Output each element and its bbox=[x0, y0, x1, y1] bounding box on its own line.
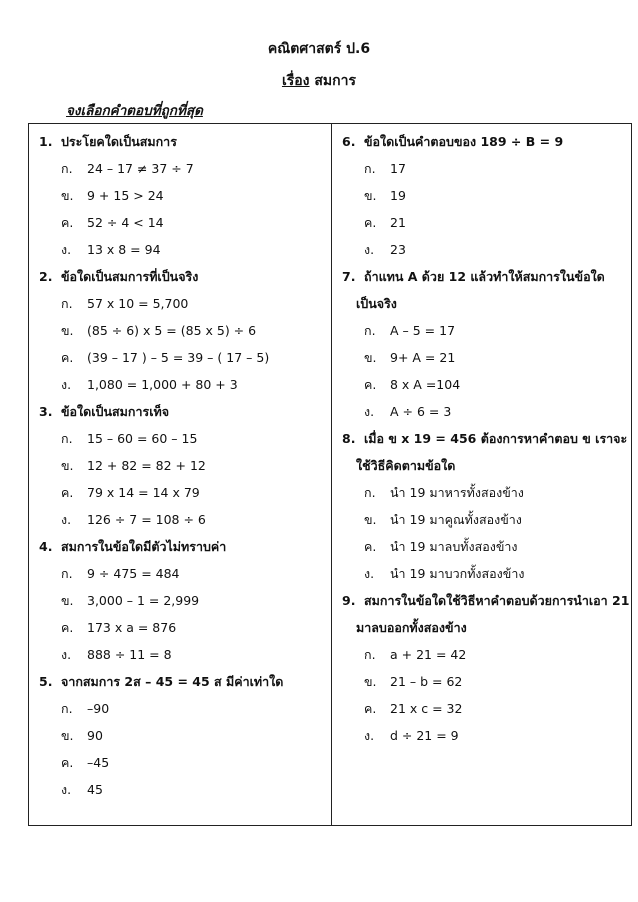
answer-option bbox=[29, 753, 109, 773]
option-letter: ก. bbox=[364, 323, 376, 338]
option-letter: ข. bbox=[364, 188, 377, 203]
option-text: 17 bbox=[390, 161, 406, 176]
answer-option bbox=[332, 375, 460, 395]
option-letter: ง. bbox=[61, 377, 72, 392]
answer-option bbox=[29, 645, 172, 665]
option-letter: ค. bbox=[364, 539, 377, 554]
option-text: –45 bbox=[87, 755, 110, 770]
option-letter: ข. bbox=[364, 674, 377, 689]
option-letter: ง. bbox=[364, 242, 375, 257]
option-letter: ก. bbox=[61, 296, 73, 311]
option-letter: ค. bbox=[61, 485, 74, 500]
option-text: –90 bbox=[87, 701, 110, 716]
option-letter: ค. bbox=[364, 377, 377, 392]
option-text: 21 bbox=[390, 215, 406, 230]
answer-option bbox=[332, 645, 466, 665]
question bbox=[29, 267, 198, 287]
option-letter: ค. bbox=[364, 701, 377, 716]
option-text: 9 ÷ 475 = 484 bbox=[87, 566, 180, 581]
answer-option bbox=[29, 699, 109, 719]
question-text-continued: เป็นจริง bbox=[356, 296, 397, 311]
option-text: 24 – 17 ≠ 37 ÷ 7 bbox=[87, 161, 194, 176]
option-text: นำ 19 มาคูณทั้งสองข้าง bbox=[390, 512, 522, 527]
answer-option bbox=[29, 429, 197, 449]
option-text: 79 x 14 = 14 x 79 bbox=[87, 485, 200, 500]
answer-option bbox=[332, 672, 462, 692]
question bbox=[332, 132, 563, 152]
question-number: 3. bbox=[39, 404, 53, 419]
option-text: 1,080 = 1,000 + 80 + 3 bbox=[87, 377, 238, 392]
option-text: A ÷ 6 = 3 bbox=[390, 404, 452, 419]
option-text: 15 – 60 = 60 – 15 bbox=[87, 431, 198, 446]
question-number: 7. bbox=[342, 269, 356, 284]
option-text: 57 x 10 = 5,700 bbox=[87, 296, 189, 311]
answer-option bbox=[332, 726, 459, 746]
topic-heading bbox=[0, 70, 638, 92]
answer-option bbox=[29, 726, 103, 746]
option-letter: ก. bbox=[61, 161, 73, 176]
option-letter: ข. bbox=[61, 458, 74, 473]
question bbox=[332, 591, 629, 611]
question bbox=[29, 132, 177, 152]
page-title: คณิตศาสตร์ ป.6 bbox=[267, 41, 371, 57]
option-letter: ค. bbox=[61, 350, 74, 365]
answer-option bbox=[29, 618, 176, 638]
question bbox=[29, 402, 169, 422]
question-text: ข้อใดเป็นสมการที่เป็นจริง bbox=[61, 269, 199, 284]
question-table bbox=[28, 123, 632, 826]
question-text-continued: ใช้วิธีคิดตามข้อใด bbox=[356, 458, 456, 473]
question-text: ถ้าแทน A ด้วย 12 แล้วทำให้สมการในข้อใด bbox=[364, 269, 605, 284]
option-letter: ข. bbox=[61, 323, 74, 338]
question bbox=[29, 672, 283, 692]
option-text: นำ 19 มาหารทั้งสองข้าง bbox=[390, 485, 524, 500]
option-text: 888 ÷ 11 = 8 bbox=[87, 647, 172, 662]
answer-option bbox=[332, 348, 455, 368]
option-letter: ง. bbox=[364, 404, 375, 419]
option-text: 9 + 15 > 24 bbox=[87, 188, 164, 203]
question bbox=[29, 537, 226, 557]
answer-option bbox=[332, 159, 406, 179]
answer-option bbox=[29, 294, 188, 314]
question-text: ประโยคใดเป็นสมการ bbox=[61, 134, 177, 149]
question-text: เมื่อ ข x 19 = 456 ต้องการหาคำตอบ ข เราจะ bbox=[364, 431, 628, 446]
option-text: 21 x c = 32 bbox=[390, 701, 463, 716]
answer-option bbox=[29, 483, 200, 503]
answer-option bbox=[332, 186, 406, 206]
question-text: จากสมการ 2ส – 45 = 45 ส มีค่าเท่าใด bbox=[61, 674, 284, 689]
option-text: 52 ÷ 4 < 14 bbox=[87, 215, 164, 230]
answer-option bbox=[29, 213, 164, 233]
option-text: (39 – 17 ) – 5 = 39 – ( 17 – 5) bbox=[87, 350, 270, 365]
answer-option bbox=[332, 483, 524, 503]
question-number: 8. bbox=[342, 431, 356, 446]
option-text: 21 – b = 62 bbox=[390, 674, 463, 689]
option-letter: ก. bbox=[61, 566, 73, 581]
option-letter: ก. bbox=[61, 701, 73, 716]
option-letter: ง. bbox=[364, 728, 375, 743]
question-number: 9. bbox=[342, 593, 356, 608]
answer-option bbox=[332, 321, 455, 341]
question bbox=[332, 267, 605, 287]
question-text: ข้อใดเป็นคำตอบของ 189 ÷ B = 9 bbox=[364, 134, 564, 149]
option-text: 45 bbox=[87, 782, 103, 797]
answer-option bbox=[332, 564, 524, 584]
answer-option bbox=[332, 537, 518, 557]
question-number: 1. bbox=[39, 134, 53, 149]
option-letter: ก. bbox=[364, 647, 376, 662]
option-letter: ข. bbox=[61, 728, 74, 743]
answer-option bbox=[332, 240, 406, 260]
option-letter: ค. bbox=[61, 620, 74, 635]
topic-label: เรื่อง bbox=[281, 73, 310, 89]
option-letter: ง. bbox=[61, 512, 72, 527]
question-number: 5. bbox=[39, 674, 53, 689]
question bbox=[332, 429, 627, 449]
option-letter: ข. bbox=[61, 188, 74, 203]
option-text: 173 x a = 876 bbox=[87, 620, 177, 635]
option-text: 9+ A = 21 bbox=[390, 350, 456, 365]
option-text: 19 bbox=[390, 188, 406, 203]
answer-option bbox=[29, 456, 206, 476]
option-letter: ข. bbox=[364, 350, 377, 365]
question-text: สมการในข้อใดมีตัวไม่ทราบค่า bbox=[61, 539, 227, 554]
option-text: 12 + 82 = 82 + 12 bbox=[87, 458, 206, 473]
answer-option bbox=[29, 348, 269, 368]
answer-option bbox=[332, 699, 462, 719]
option-letter: ค. bbox=[364, 215, 377, 230]
answer-option bbox=[332, 402, 451, 422]
option-text: (85 ÷ 6) x 5 = (85 x 5) ÷ 6 bbox=[87, 323, 257, 338]
question-text: ข้อใดเป็นสมการเท็จ bbox=[61, 404, 170, 419]
option-text: a + 21 = 42 bbox=[390, 647, 467, 662]
option-text: นำ 19 มาบวกทั้งสองข้าง bbox=[390, 566, 525, 581]
option-letter: ก. bbox=[364, 485, 376, 500]
option-text: 8 x A =104 bbox=[390, 377, 461, 392]
option-text: 90 bbox=[87, 728, 103, 743]
question-text: สมการในข้อใดใช้วิธีหาคำตอบด้วยการนำเอา 21 bbox=[364, 593, 630, 608]
option-text: นำ 19 มาลบทั้งสองข้าง bbox=[390, 539, 518, 554]
question-number: 2. bbox=[39, 269, 53, 284]
option-letter: ค. bbox=[61, 755, 74, 770]
answer-option bbox=[332, 510, 522, 530]
answer-option bbox=[29, 159, 194, 179]
option-text: 3,000 – 1 = 2,999 bbox=[87, 593, 200, 608]
answer-option bbox=[29, 186, 164, 206]
answer-option bbox=[29, 591, 199, 611]
option-text: 23 bbox=[390, 242, 406, 257]
question-text-continued: มาลบออกทั้งสองข้าง bbox=[356, 620, 467, 635]
option-text: A – 5 = 17 bbox=[390, 323, 456, 338]
option-letter: ข. bbox=[61, 593, 74, 608]
topic-name: สมการ bbox=[314, 73, 357, 89]
answer-option bbox=[29, 564, 180, 584]
answer-option bbox=[29, 321, 256, 341]
answer-option bbox=[29, 510, 206, 530]
option-letter: ง. bbox=[61, 242, 72, 257]
option-letter: ก. bbox=[61, 431, 73, 446]
option-letter: ง. bbox=[364, 566, 375, 581]
option-text: d ÷ 21 = 9 bbox=[390, 728, 459, 743]
instruction: จงเลือกคำตอบที่ถูกที่สุด bbox=[66, 103, 203, 119]
answer-option bbox=[29, 780, 103, 800]
option-letter: ก. bbox=[364, 161, 376, 176]
option-text: 13 x 8 = 94 bbox=[87, 242, 161, 257]
option-text: 126 ÷ 7 = 108 ÷ 6 bbox=[87, 512, 206, 527]
option-letter: ข. bbox=[364, 512, 377, 527]
question-number: 4. bbox=[39, 539, 53, 554]
option-letter: ค. bbox=[61, 215, 74, 230]
option-letter: ง. bbox=[61, 782, 72, 797]
answer-option bbox=[332, 213, 406, 233]
question-number: 6. bbox=[342, 134, 356, 149]
answer-option bbox=[29, 375, 238, 395]
option-letter: ง. bbox=[61, 647, 72, 662]
answer-option bbox=[29, 240, 161, 260]
